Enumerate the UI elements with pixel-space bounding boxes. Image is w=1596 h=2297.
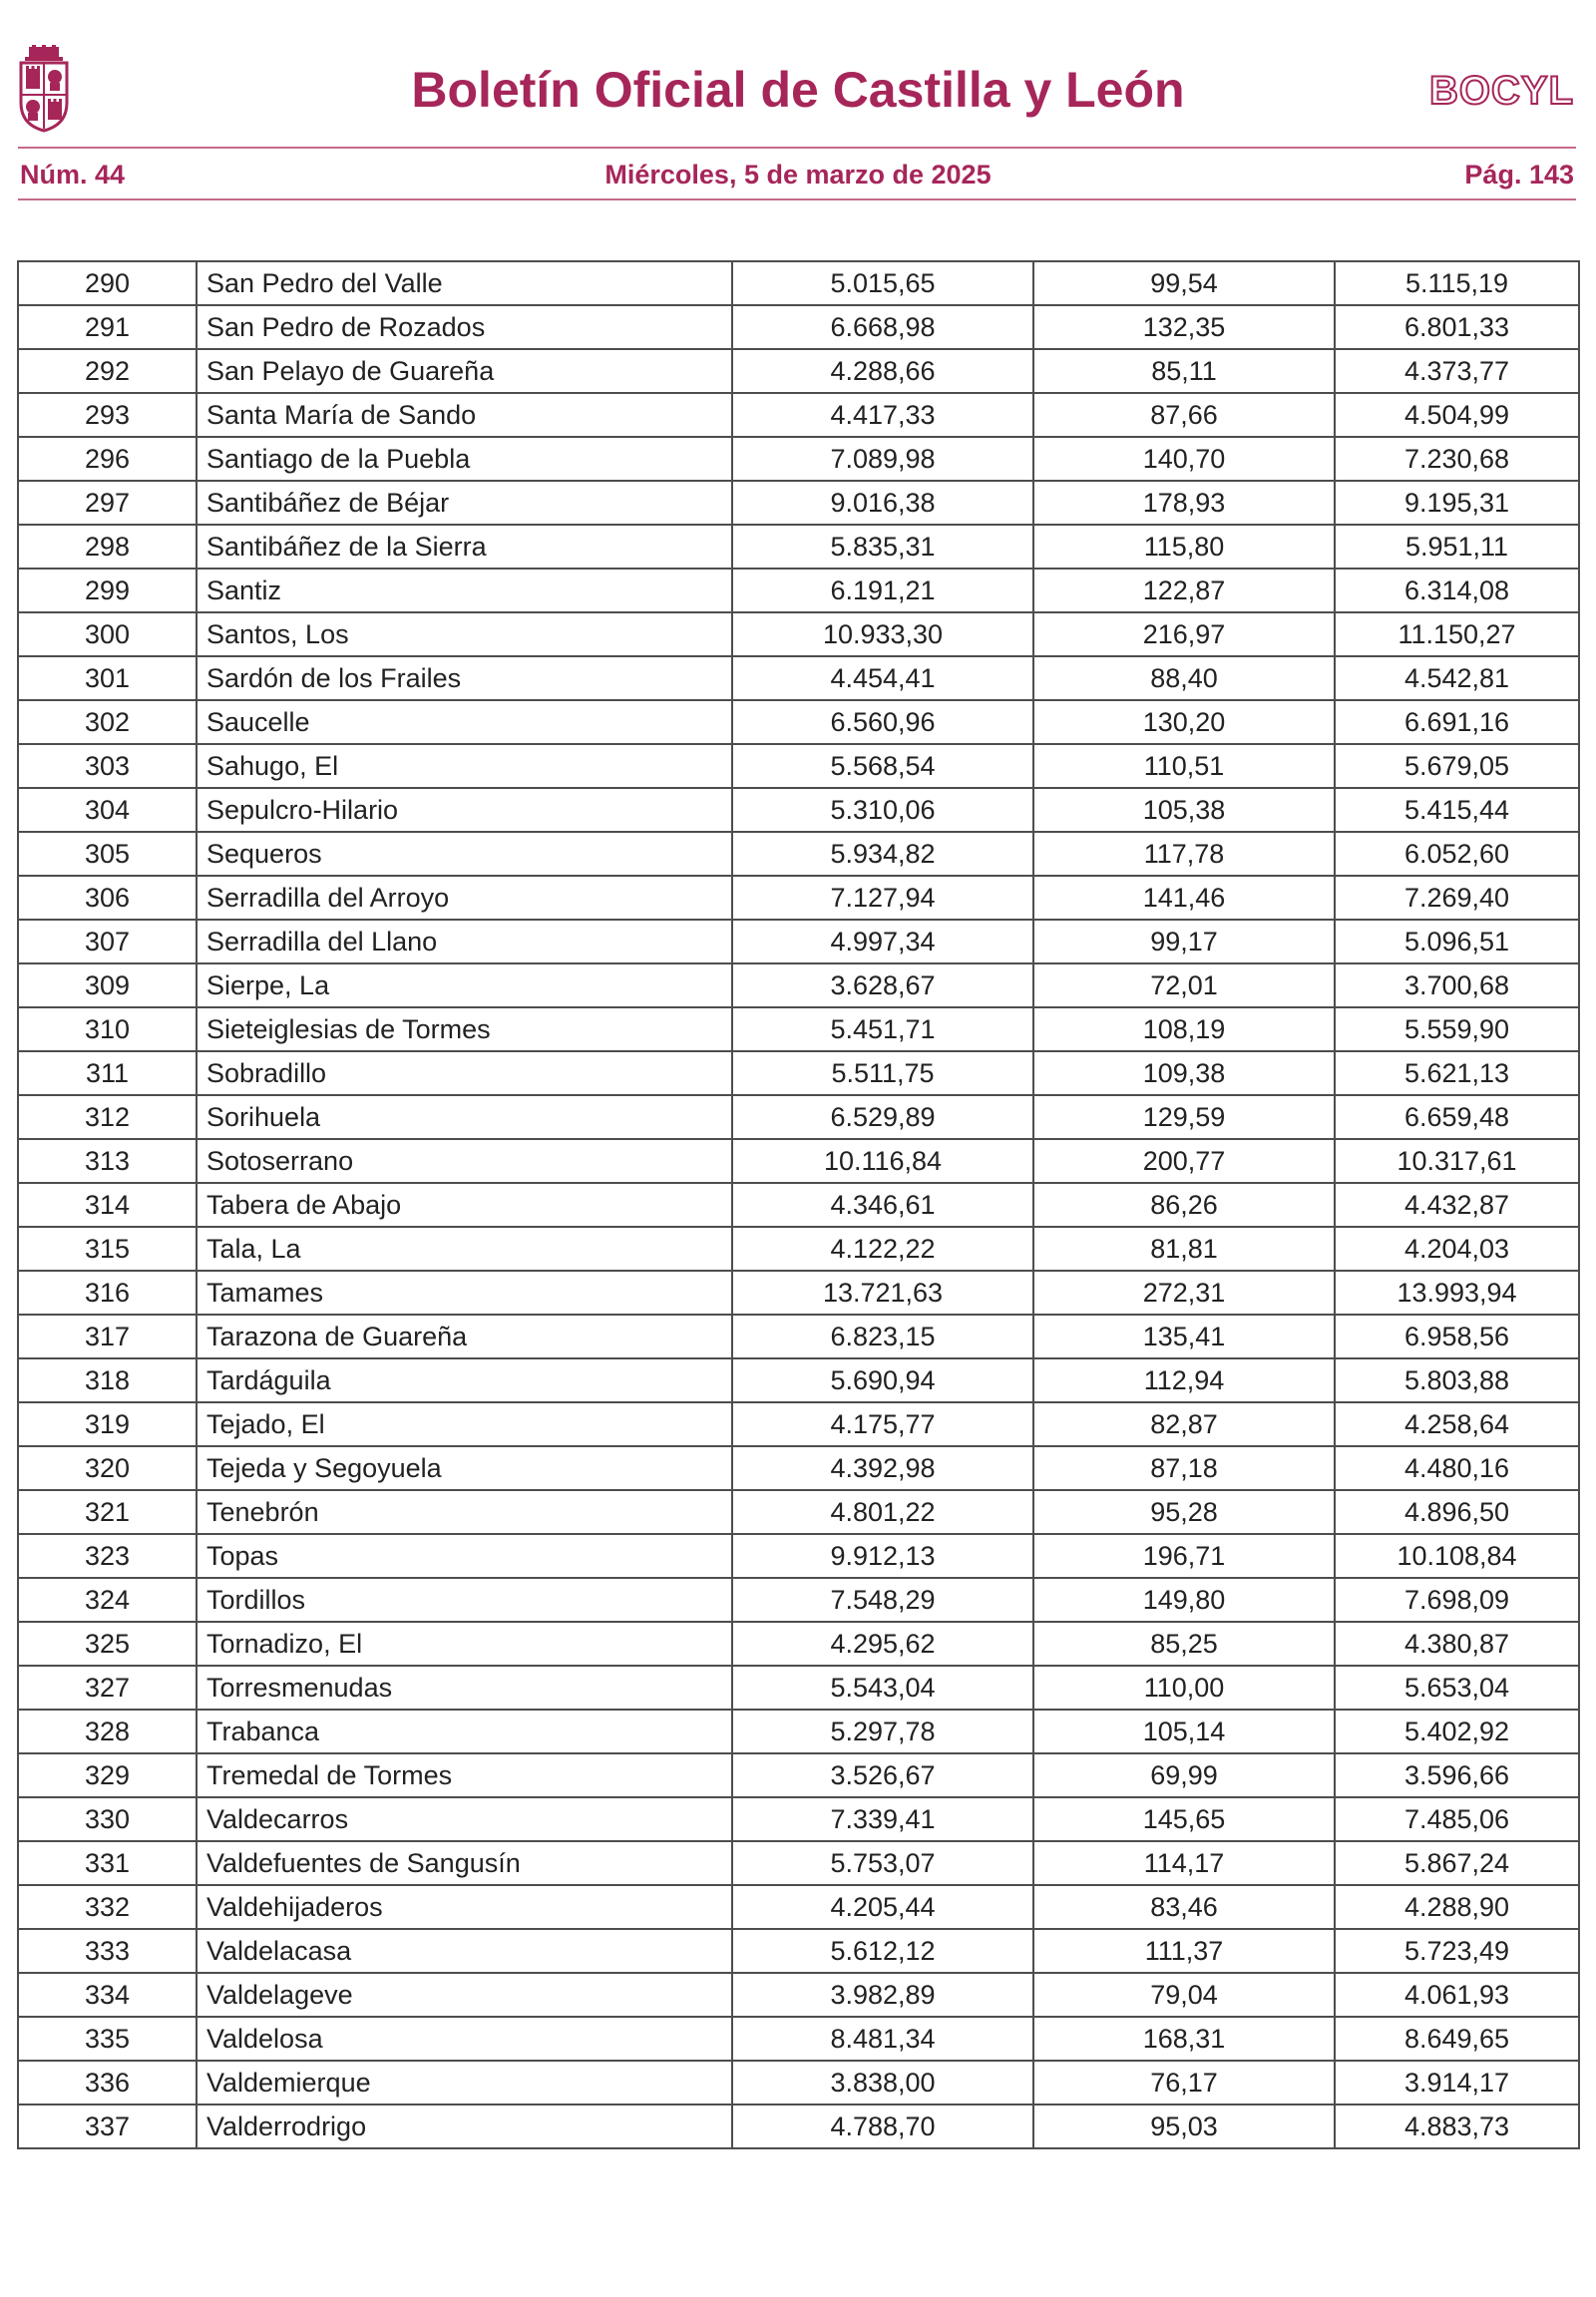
total-amount-cell: 4.432,87 <box>1335 1183 1579 1227</box>
table-row <box>18 1446 1579 1490</box>
municipality-code-cell: 291 <box>18 305 197 349</box>
municipality-name-cell: Santos, Los <box>197 612 732 656</box>
base-amount-cell: 3.526,67 <box>732 1753 1033 1797</box>
table-row <box>18 393 1579 437</box>
municipality-code-cell: 318 <box>18 1358 197 1402</box>
additional-amount-cell: 95,28 <box>1033 1490 1335 1534</box>
municipality-code-cell: 297 <box>18 481 197 525</box>
total-amount-cell: 5.867,24 <box>1335 1841 1579 1885</box>
table-row <box>18 612 1579 656</box>
municipality-name-cell: Sieteiglesias de Tormes <box>197 1007 732 1051</box>
base-amount-cell: 4.788,70 <box>732 2105 1033 2148</box>
base-amount-cell: 6.191,21 <box>732 569 1033 612</box>
municipality-name-cell: Saucelle <box>197 700 732 744</box>
base-amount-cell: 5.568,54 <box>732 744 1033 788</box>
municipality-name-cell: Santiz <box>197 569 732 612</box>
municipality-name-cell: Valdelacasa <box>197 1929 732 1973</box>
municipality-name-cell: Trabanca <box>197 1710 732 1753</box>
additional-amount-cell: 83,46 <box>1033 1885 1335 1929</box>
additional-amount-cell: 122,87 <box>1033 569 1335 612</box>
municipality-name-cell: Santibáñez de Béjar <box>197 481 732 525</box>
table-row <box>18 1929 1579 1973</box>
municipality-code-cell: 298 <box>18 525 197 569</box>
table-row <box>18 1227 1579 1271</box>
additional-amount-cell: 140,70 <box>1033 437 1335 481</box>
additional-amount-cell: 110,51 <box>1033 744 1335 788</box>
table-row <box>18 1973 1579 2017</box>
total-amount-cell: 6.958,56 <box>1335 1315 1579 1358</box>
base-amount-cell: 7.339,41 <box>732 1797 1033 1841</box>
base-amount-cell: 7.548,29 <box>732 1578 1033 1622</box>
total-amount-cell: 10.317,61 <box>1335 1139 1579 1183</box>
total-amount-cell: 4.373,77 <box>1335 349 1579 393</box>
total-amount-cell: 4.542,81 <box>1335 656 1579 700</box>
additional-amount-cell: 105,38 <box>1033 788 1335 832</box>
municipality-name-cell: San Pedro del Valle <box>197 261 732 305</box>
table-row <box>18 1358 1579 1402</box>
total-amount-cell: 7.230,68 <box>1335 437 1579 481</box>
table-row <box>18 876 1579 920</box>
table-row <box>18 569 1579 612</box>
municipality-name-cell: Valdefuentes de Sangusín <box>197 1841 732 1885</box>
total-amount-cell: 5.621,13 <box>1335 1051 1579 1095</box>
table-row <box>18 1271 1579 1315</box>
base-amount-cell: 5.753,07 <box>732 1841 1033 1885</box>
total-amount-cell: 4.288,90 <box>1335 1885 1579 1929</box>
municipality-name-cell: Valdemierque <box>197 2061 732 2105</box>
total-amount-cell: 6.314,08 <box>1335 569 1579 612</box>
municipality-name-cell: Serradilla del Llano <box>197 920 732 963</box>
municipality-amounts-table <box>17 260 1580 2149</box>
table-row <box>18 2017 1579 2061</box>
municipality-name-cell: Tabera de Abajo <box>197 1183 732 1227</box>
additional-amount-cell: 99,54 <box>1033 261 1335 305</box>
base-amount-cell: 4.205,44 <box>732 1885 1033 1929</box>
base-amount-cell: 13.721,63 <box>732 1271 1033 1315</box>
municipality-code-cell: 311 <box>18 1051 197 1095</box>
table-row <box>18 2061 1579 2105</box>
base-amount-cell: 6.823,15 <box>732 1315 1033 1358</box>
base-amount-cell: 9.912,13 <box>732 1534 1033 1578</box>
additional-amount-cell: 69,99 <box>1033 1753 1335 1797</box>
base-amount-cell: 10.933,30 <box>732 612 1033 656</box>
base-amount-cell: 4.417,33 <box>732 393 1033 437</box>
base-amount-cell: 5.297,78 <box>732 1710 1033 1753</box>
base-amount-cell: 6.529,89 <box>732 1095 1033 1139</box>
additional-amount-cell: 86,26 <box>1033 1183 1335 1227</box>
municipality-code-cell: 335 <box>18 2017 197 2061</box>
total-amount-cell: 6.659,48 <box>1335 1095 1579 1139</box>
total-amount-cell: 4.896,50 <box>1335 1490 1579 1534</box>
municipality-code-cell: 327 <box>18 1666 197 1710</box>
base-amount-cell: 4.288,66 <box>732 349 1033 393</box>
total-amount-cell: 5.415,44 <box>1335 788 1579 832</box>
additional-amount-cell: 79,04 <box>1033 1973 1335 2017</box>
municipality-name-cell: Tremedal de Tormes <box>197 1753 732 1797</box>
additional-amount-cell: 85,25 <box>1033 1622 1335 1666</box>
municipality-code-cell: 300 <box>18 612 197 656</box>
total-amount-cell: 4.061,93 <box>1335 1973 1579 2017</box>
base-amount-cell: 8.481,34 <box>732 2017 1033 2061</box>
municipality-name-cell: Sepulcro-Hilario <box>197 788 732 832</box>
table-row <box>18 832 1579 876</box>
municipality-code-cell: 319 <box>18 1402 197 1446</box>
additional-amount-cell: 130,20 <box>1033 700 1335 744</box>
total-amount-cell: 5.559,90 <box>1335 1007 1579 1051</box>
municipality-name-cell: Santiago de la Puebla <box>197 437 732 481</box>
additional-amount-cell: 82,87 <box>1033 1402 1335 1446</box>
table-row <box>18 1797 1579 1841</box>
base-amount-cell: 6.668,98 <box>732 305 1033 349</box>
total-amount-cell: 3.596,66 <box>1335 1753 1579 1797</box>
additional-amount-cell: 110,00 <box>1033 1666 1335 1710</box>
municipality-name-cell: Torresmenudas <box>197 1666 732 1710</box>
base-amount-cell: 3.628,67 <box>732 963 1033 1007</box>
municipality-code-cell: 324 <box>18 1578 197 1622</box>
bulletin-title: Boletín Oficial de Castilla y León <box>411 62 1185 118</box>
municipality-name-cell: Sierpe, La <box>197 963 732 1007</box>
base-amount-cell: 5.612,12 <box>732 1929 1033 1973</box>
additional-amount-cell: 95,03 <box>1033 2105 1335 2148</box>
municipality-code-cell: 329 <box>18 1753 197 1797</box>
total-amount-cell: 4.380,87 <box>1335 1622 1579 1666</box>
municipality-code-cell: 316 <box>18 1271 197 1315</box>
municipality-name-cell: Sorihuela <box>197 1095 732 1139</box>
base-amount-cell: 5.934,82 <box>732 832 1033 876</box>
table-row <box>18 437 1579 481</box>
additional-amount-cell: 111,37 <box>1033 1929 1335 1973</box>
additional-amount-cell: 272,31 <box>1033 1271 1335 1315</box>
base-amount-cell: 5.015,65 <box>732 261 1033 305</box>
municipality-code-cell: 306 <box>18 876 197 920</box>
total-amount-cell: 4.504,99 <box>1335 393 1579 437</box>
header-bottom-rule <box>18 198 1576 200</box>
municipality-name-cell: Tornadizo, El <box>197 1622 732 1666</box>
municipality-name-cell: Tarazona de Guareña <box>197 1315 732 1358</box>
issue-date: Miércoles, 5 de marzo de 2025 <box>604 160 992 190</box>
additional-amount-cell: 87,66 <box>1033 393 1335 437</box>
table-row <box>18 963 1579 1007</box>
additional-amount-cell: 117,78 <box>1033 832 1335 876</box>
table-row <box>18 788 1579 832</box>
municipality-code-cell: 323 <box>18 1534 197 1578</box>
additional-amount-cell: 87,18 <box>1033 1446 1335 1490</box>
total-amount-cell: 8.649,65 <box>1335 2017 1579 2061</box>
additional-amount-cell: 115,80 <box>1033 525 1335 569</box>
additional-amount-cell: 168,31 <box>1033 2017 1335 2061</box>
total-amount-cell: 5.402,92 <box>1335 1710 1579 1753</box>
municipality-name-cell: Valdelosa <box>197 2017 732 2061</box>
table-row <box>18 2105 1579 2148</box>
additional-amount-cell: 129,59 <box>1033 1095 1335 1139</box>
table-row <box>18 261 1579 305</box>
municipality-code-cell: 333 <box>18 1929 197 1973</box>
additional-amount-cell: 109,38 <box>1033 1051 1335 1095</box>
total-amount-cell: 9.195,31 <box>1335 481 1579 525</box>
total-amount-cell: 13.993,94 <box>1335 1271 1579 1315</box>
base-amount-cell: 10.116,84 <box>732 1139 1033 1183</box>
total-amount-cell: 7.269,40 <box>1335 876 1579 920</box>
table-row <box>18 481 1579 525</box>
municipality-code-cell: 307 <box>18 920 197 963</box>
base-amount-cell: 5.543,04 <box>732 1666 1033 1710</box>
municipality-code-cell: 334 <box>18 1973 197 2017</box>
table-row <box>18 1139 1579 1183</box>
total-amount-cell: 4.883,73 <box>1335 2105 1579 2148</box>
municipality-code-cell: 293 <box>18 393 197 437</box>
total-amount-cell: 5.096,51 <box>1335 920 1579 963</box>
table-row <box>18 920 1579 963</box>
municipality-code-cell: 332 <box>18 1885 197 1929</box>
total-amount-cell: 5.115,19 <box>1335 261 1579 305</box>
municipality-name-cell: Santa María de Sando <box>197 393 732 437</box>
municipality-code-cell: 330 <box>18 1797 197 1841</box>
municipality-code-cell: 328 <box>18 1710 197 1753</box>
table-row <box>18 1885 1579 1929</box>
base-amount-cell: 4.295,62 <box>732 1622 1033 1666</box>
table-row <box>18 1183 1579 1227</box>
municipality-name-cell: Valdelageve <box>197 1973 732 2017</box>
base-amount-cell: 5.690,94 <box>732 1358 1033 1402</box>
table-row <box>18 349 1579 393</box>
total-amount-cell: 6.801,33 <box>1335 305 1579 349</box>
table-row <box>18 525 1579 569</box>
municipality-name-cell: Tordillos <box>197 1578 732 1622</box>
municipality-code-cell: 309 <box>18 963 197 1007</box>
municipality-name-cell: Topas <box>197 1534 732 1578</box>
additional-amount-cell: 200,77 <box>1033 1139 1335 1183</box>
municipality-code-cell: 331 <box>18 1841 197 1885</box>
municipality-name-cell: Serradilla del Arroyo <box>197 876 732 920</box>
base-amount-cell: 4.346,61 <box>732 1183 1033 1227</box>
municipality-name-cell: San Pedro de Rozados <box>197 305 732 349</box>
base-amount-cell: 5.451,71 <box>732 1007 1033 1051</box>
total-amount-cell: 5.803,88 <box>1335 1358 1579 1402</box>
municipality-name-cell: Sobradillo <box>197 1051 732 1095</box>
table-row <box>18 1622 1579 1666</box>
municipality-code-cell: 299 <box>18 569 197 612</box>
additional-amount-cell: 99,17 <box>1033 920 1335 963</box>
municipality-code-cell: 336 <box>18 2061 197 2105</box>
municipality-name-cell: Tardáguila <box>197 1358 732 1402</box>
table-row <box>18 1402 1579 1446</box>
table-row <box>18 1753 1579 1797</box>
table-row <box>18 656 1579 700</box>
total-amount-cell: 5.679,05 <box>1335 744 1579 788</box>
municipality-name-cell: Sequeros <box>197 832 732 876</box>
table-row <box>18 1666 1579 1710</box>
total-amount-cell: 5.723,49 <box>1335 1929 1579 1973</box>
additional-amount-cell: 132,35 <box>1033 305 1335 349</box>
total-amount-cell: 6.691,16 <box>1335 700 1579 744</box>
municipality-name-cell: Sardón de los Frailes <box>197 656 732 700</box>
additional-amount-cell: 145,65 <box>1033 1797 1335 1841</box>
table-row <box>18 700 1579 744</box>
base-amount-cell: 5.310,06 <box>732 788 1033 832</box>
additional-amount-cell: 141,46 <box>1033 876 1335 920</box>
base-amount-cell: 3.982,89 <box>732 1973 1033 2017</box>
table-row <box>18 744 1579 788</box>
header-top-rule <box>18 147 1576 149</box>
municipality-name-cell: San Pelayo de Guareña <box>197 349 732 393</box>
base-amount-cell: 4.997,34 <box>732 920 1033 963</box>
table-row <box>18 1490 1579 1534</box>
base-amount-cell: 9.016,38 <box>732 481 1033 525</box>
municipality-code-cell: 337 <box>18 2105 197 2148</box>
base-amount-cell: 4.175,77 <box>732 1402 1033 1446</box>
municipality-code-cell: 302 <box>18 700 197 744</box>
base-amount-cell: 3.838,00 <box>732 2061 1033 2105</box>
municipality-code-cell: 310 <box>18 1007 197 1051</box>
additional-amount-cell: 85,11 <box>1033 349 1335 393</box>
table-row <box>18 1007 1579 1051</box>
page-number: Pág. 143 <box>1464 160 1574 190</box>
municipality-code-cell: 304 <box>18 788 197 832</box>
municipality-code-cell: 312 <box>18 1095 197 1139</box>
municipality-name-cell: Sotoserrano <box>197 1139 732 1183</box>
municipality-name-cell: Tejado, El <box>197 1402 732 1446</box>
base-amount-cell: 6.560,96 <box>732 700 1033 744</box>
bocyl-logo: BOCYL <box>1429 69 1574 113</box>
municipality-name-cell: Sahugo, El <box>197 744 732 788</box>
total-amount-cell: 11.150,27 <box>1335 612 1579 656</box>
municipality-code-cell: 321 <box>18 1490 197 1534</box>
table-row <box>18 305 1579 349</box>
base-amount-cell: 4.454,41 <box>732 656 1033 700</box>
municipality-code-cell: 296 <box>18 437 197 481</box>
additional-amount-cell: 216,97 <box>1033 612 1335 656</box>
total-amount-cell: 5.653,04 <box>1335 1666 1579 1710</box>
total-amount-cell: 4.258,64 <box>1335 1402 1579 1446</box>
municipality-name-cell: Tala, La <box>197 1227 732 1271</box>
total-amount-cell: 4.204,03 <box>1335 1227 1579 1271</box>
base-amount-cell: 4.122,22 <box>732 1227 1033 1271</box>
additional-amount-cell: 88,40 <box>1033 656 1335 700</box>
additional-amount-cell: 76,17 <box>1033 2061 1335 2105</box>
municipality-code-cell: 303 <box>18 744 197 788</box>
municipality-name-cell: Santibáñez de la Sierra <box>197 525 732 569</box>
municipality-code-cell: 290 <box>18 261 197 305</box>
municipality-name-cell: Tamames <box>197 1271 732 1315</box>
table-row <box>18 1578 1579 1622</box>
total-amount-cell: 3.700,68 <box>1335 963 1579 1007</box>
additional-amount-cell: 108,19 <box>1033 1007 1335 1051</box>
additional-amount-cell: 135,41 <box>1033 1315 1335 1358</box>
base-amount-cell: 7.089,98 <box>732 437 1033 481</box>
base-amount-cell: 7.127,94 <box>732 876 1033 920</box>
base-amount-cell: 5.511,75 <box>732 1051 1033 1095</box>
additional-amount-cell: 196,71 <box>1033 1534 1335 1578</box>
table-body <box>18 261 1579 2148</box>
base-amount-cell: 4.801,22 <box>732 1490 1033 1534</box>
additional-amount-cell: 114,17 <box>1033 1841 1335 1885</box>
total-amount-cell: 6.052,60 <box>1335 832 1579 876</box>
additional-amount-cell: 149,80 <box>1033 1578 1335 1622</box>
municipality-code-cell: 305 <box>18 832 197 876</box>
additional-amount-cell: 112,94 <box>1033 1358 1335 1402</box>
base-amount-cell: 4.392,98 <box>732 1446 1033 1490</box>
municipality-code-cell: 315 <box>18 1227 197 1271</box>
table-row <box>18 1841 1579 1885</box>
municipality-name-cell: Valderrodrigo <box>197 2105 732 2148</box>
municipality-code-cell: 314 <box>18 1183 197 1227</box>
total-amount-cell: 10.108,84 <box>1335 1534 1579 1578</box>
additional-amount-cell: 72,01 <box>1033 963 1335 1007</box>
municipality-code-cell: 292 <box>18 349 197 393</box>
municipality-code-cell: 301 <box>18 656 197 700</box>
additional-amount-cell: 105,14 <box>1033 1710 1335 1753</box>
municipality-name-cell: Valdehijaderos <box>197 1885 732 1929</box>
municipality-code-cell: 320 <box>18 1446 197 1490</box>
base-amount-cell: 5.835,31 <box>732 525 1033 569</box>
table-row <box>18 1315 1579 1358</box>
additional-amount-cell: 81,81 <box>1033 1227 1335 1271</box>
municipality-name-cell: Tenebrón <box>197 1490 732 1534</box>
municipality-name-cell: Valdecarros <box>197 1797 732 1841</box>
table-row <box>18 1095 1579 1139</box>
total-amount-cell: 4.480,16 <box>1335 1446 1579 1490</box>
total-amount-cell: 5.951,11 <box>1335 525 1579 569</box>
additional-amount-cell: 178,93 <box>1033 481 1335 525</box>
table-row <box>18 1051 1579 1095</box>
table-row <box>18 1534 1579 1578</box>
total-amount-cell: 7.485,06 <box>1335 1797 1579 1841</box>
municipality-code-cell: 313 <box>18 1139 197 1183</box>
issue-number: Núm. 44 <box>20 160 126 190</box>
municipality-code-cell: 317 <box>18 1315 197 1358</box>
total-amount-cell: 3.914,17 <box>1335 2061 1579 2105</box>
total-amount-cell: 7.698,09 <box>1335 1578 1579 1622</box>
table-row <box>18 1710 1579 1753</box>
municipality-code-cell: 325 <box>18 1622 197 1666</box>
municipality-name-cell: Tejeda y Segoyuela <box>197 1446 732 1490</box>
